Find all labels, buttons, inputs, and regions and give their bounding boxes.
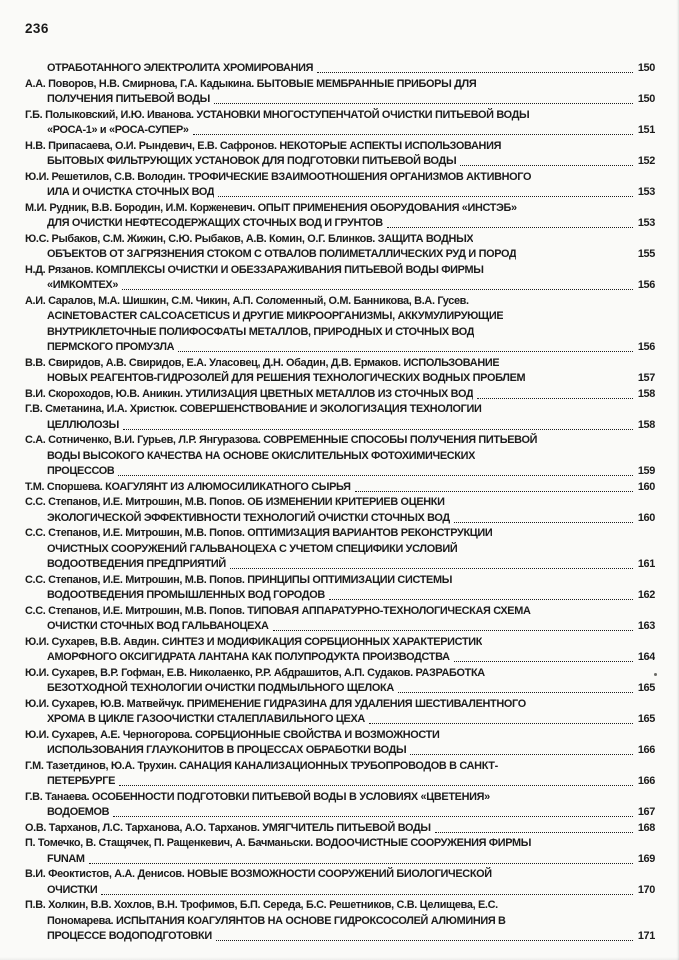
dot-leader [123,429,633,430]
toc-line [25,774,655,790]
page-ref: 152 [637,155,655,167]
toc-line [25,805,655,821]
scan-speck [654,673,657,676]
toc-line [25,263,655,279]
dot-leader [317,72,633,73]
toc-line-text: «РОСА-1» и «РОСА-СУПЕР» [47,124,189,136]
table-of-contents [25,61,655,945]
toc-line [25,433,655,449]
toc-line-text: Ю.С. Рыбаков, С.М. Жижин, С.Ю. Рыбаков, А.В. Комин, О.Г. Блинков. ЗАЩИТА ВОДНЫХ [25,232,474,245]
toc-line [25,356,655,372]
toc-line [25,511,655,527]
page-ref: 156 [637,341,655,353]
toc-line [25,604,655,620]
dot-leader [355,491,633,492]
page-ref: 166 [637,775,655,787]
toc-line [25,635,655,651]
dot-leader [398,692,633,693]
toc-line [25,325,655,341]
toc-line [25,712,655,728]
toc-line-text: ACINETOBACTER CALCOACETICUS И ДРУГИЕ МИКРООРГАНИЗМЫ, АККУМУЛИРУЮЩИЕ [47,310,504,322]
toc-line-text: ПЕТЕРБУРГЕ [47,775,116,787]
toc-line [25,573,655,589]
dot-leader [387,227,633,228]
toc-line-text: БЕЗОТХОДНОЙ ТЕХНОЛОГИИ ОЧИСТКИ ПОДМЫЛЬНОГО ЩЕЛОКА [47,682,394,694]
toc-line [25,542,655,558]
dot-leader [230,568,633,569]
toc-line [25,759,655,775]
toc-line [25,216,655,232]
toc-line [25,697,655,713]
toc-line-text: Т.М. Споршева. КОАГУЛЯНТ ИЗ АЛЮМОСИЛИКАТНОГО СЫРЬЯ [25,480,351,493]
dot-leader [477,398,632,399]
toc-line-text: О.В. Тарханов, Л.С. Тарханова, А.О. Тарханов. УМЯГЧИТЕЛЬ ПИТЬЕВОЙ ВОДЫ [25,821,431,834]
toc-line-text: Г.М. Тазетдинов, Ю.А. Трухин. САНАЦИЯ КАНАЛИЗАЦИОННЫХ ТРУБОПРОВОДОВ В САНКТ- [25,759,498,772]
toc-line [25,790,655,806]
toc-line-text: Пономарева. ИСПЫТАНИЯ КОАГУЛЯНТОВ НА ОСНОВЕ ГИДРОКСОСОЛЕЙ АЛЮМИНИЯ В [47,914,506,927]
page-ref: 165 [637,682,655,694]
toc-line-text: ВОДООТВЕДЕНИЯ ПРЕДПРИЯТИЙ [47,558,226,570]
toc-line-text: ЦЕЛЛЮЛОЗЫ [47,418,119,431]
dot-leader [454,522,633,523]
toc-line [25,418,655,434]
toc-line-text: ПОЛУЧЕНИЯ ПИТЬЕВОЙ ВОДЫ [47,93,210,105]
toc-line-text: ХРОМА В ЦИКЛЕ ГАЗООЧИСТКИ СТАЛЕПЛАВИЛЬНОГО ЦЕХА [47,713,365,725]
toc-line [25,836,655,852]
dot-leader [89,863,633,864]
toc-line [25,867,655,883]
toc-line [25,495,655,511]
toc-line-text: ВОДОЕМОВ [47,806,110,818]
toc-line [25,309,655,325]
toc-line-text: ОЧИСТКИ [47,883,98,896]
toc-line [25,914,655,930]
toc-line [25,402,655,418]
toc-line [25,185,655,201]
toc-line-text: М.И. Рудник, В.В. Бородин, И.М. Корженевич. ОПЫТ ПРИМЕНЕНИЯ ОБОРУДОВАНИЯ «ИНСТЭБ» [25,201,517,214]
toc-line [25,526,655,542]
page-ref: 150 [637,62,655,74]
toc-line [25,852,655,868]
toc-line [25,464,655,480]
toc-line [25,139,655,155]
toc-line-text: А.А. Поворов, Н.В. Смирнова, Г.А. Кадыкина. БЫТОВЫЕ МЕМБРАННЫЕ ПРИБОРЫ ДЛЯ [25,77,477,90]
toc-line-text: ОТРАБОТАННОГО ЭЛЕКТРОЛИТА ХРОМИРОВАНИЯ [47,62,314,74]
toc-line-text: ИЛА И ОЧИСТКА СТОЧНЫХ ВОД [47,186,215,198]
page-ref: 158 [637,418,655,431]
toc-line [25,92,655,108]
page-ref: 160 [637,511,655,524]
page-ref: 155 [637,248,655,260]
toc-line [25,61,655,77]
toc-line [25,480,655,496]
page-number: 236 [25,21,49,36]
dot-leader [369,723,633,724]
toc-line-text: ПРОЦЕССЕ ВОДОПОДГОТОВКИ [47,930,212,942]
toc-line-text: Н.В. Припасаева, О.И. Рындевич, Е.В. Сафронов. НЕКОТОРЫЕ АСПЕКТЫ ИСПОЛЬЗОВАНИЯ [25,139,502,152]
dot-leader [218,196,633,197]
toc-line-text: Ю.И. Сухарев, В.Р. Гофман, Е.В. Николаенко, Р.Р. Абдрашитов, А.П. Судаков. РАЗРАБОТКА [25,666,485,679]
toc-line-text: ВОДЫ ВЫСОКОГО КАЧЕСТВА НА ОСНОВЕ ОКИСЛИТЕЛЬНЫХ ФОТОХИМИЧЕСКИХ [47,449,476,462]
toc-line [25,929,655,945]
toc-line [25,619,655,635]
toc-line-text: Г.В. Танаева. ОСОБЕННОСТИ ПОДГОТОВКИ ПИТЬЕВОЙ ВОДЫ В УСЛОВИЯХ «ЦВЕТЕНИЯ» [25,790,490,803]
toc-line [25,232,655,248]
toc-line-text: Н.Д. Рязанов. КОМПЛЕКСЫ ОЧИСТКИ И ОБЕЗЗАРАЖИВАНИЯ ПИТЬЕВОЙ ВОДЫ ФИРМЫ [25,263,484,276]
dot-leader [216,940,633,941]
toc-line-text: В.И. Скороходов, Ю.В. Аникин. УТИЛИЗАЦИЯ ЦВЕТНЫХ МЕТАЛЛОВ ИЗ СТОЧНЫХ ВОД [25,387,474,400]
page-ref: 161 [637,558,655,570]
toc-line [25,371,655,387]
dot-leader [273,630,633,631]
page-ref: 153 [637,186,655,198]
toc-line-text: FUNAM [47,852,85,865]
toc-line-text: ПРОЦЕССОВ [47,465,115,477]
toc-line-text: В.И. Феоктистов, А.А. Денисов. НОВЫЕ ВОЗМОЖНОСТИ СООРУЖЕНИЙ БИОЛОГИЧЕСКОЙ [25,868,492,880]
toc-line-text: ЭКОЛОГИЧЕСКОЙ ЭФФЕКТИВНОСТИ ТЕХНОЛОГИЙ ОЧИСТКИ СТОЧНЫХ ВОД [47,511,450,524]
page-ref: 164 [637,651,655,663]
toc-line-text: Г.Б. Полыковский, И.Ю. Иванова. УСТАНОВКИ МНОГОСТУПЕНЧАТОЙ ОЧИСТКИ ПИТЬЕВОЙ ВОДЫ [25,108,530,121]
toc-line-text: ОЧИСТНЫХ СООРУЖЕНИЙ ГАЛЬВАНОЦЕХА С УЧЕТОМ СПЕЦИФИКИ УСЛОВИЙ [47,542,458,555]
toc-line [25,728,655,744]
toc-line-text: ВНУТРИКЛЕТОЧНЫЕ ПОЛИФОСФАТЫ МЕТАЛЛОВ, ПРИРОДНЫХ И СТОЧНЫХ ВОД [47,325,475,338]
dot-leader [460,165,632,166]
page-ref: 160 [637,480,655,493]
toc-line-text: Ю.И. Сухарев, В.В. Авдин. СИНТЕЗ И МОДИФИКАЦИЯ СОРБЦИОННЫХ ХАРАКТЕРИСТИК [25,635,483,648]
toc-line [25,294,655,310]
toc-line [25,154,655,170]
dot-leader [454,661,633,662]
page-ref: 170 [637,883,655,896]
dot-leader [119,785,633,786]
toc-line-text: АМОРФНОГО ОКСИГИДРАТА ЛАНТАНА КАК ПОЛУПРОДУКТА ПРОИЗВОДСТВА [47,651,450,663]
dot-leader [122,289,633,290]
page-ref: 166 [637,744,655,756]
page-ref: 150 [637,93,655,105]
page-ref: 157 [637,372,655,384]
page-ref: 153 [637,217,655,229]
toc-line-text: Ю.И. Сухарев, А.Е. Черногорова. СОРБЦИОННЫЕ СВОЙСТВА И ВОЗМОЖНОСТИ [25,728,440,741]
toc-line-text: Ю.И. Сухарев, Ю.В. Матвейчук. ПРИМЕНЕНИЕ ГИДРАЗИНА ДЛЯ УДАЛЕНИЯ ШЕСТИВАЛЕНТНОГО [25,697,526,710]
dot-leader [118,475,632,476]
toc-line [25,108,655,124]
page-ref: 167 [637,806,655,818]
toc-line-text: ВОДООТВЕДЕНИЯ ПРОМЫШЛЕННЫХ ВОД ГОРОДОВ [47,589,325,601]
toc-line [25,821,655,837]
toc-line-text: Г.В. Сметанина, И.А. Христюк. СОВЕРШЕНСТВОВАНИЕ И ЭКОЛОГИЗАЦИЯ ТЕХНОЛОГИИ [25,403,482,415]
toc-line-text: БЫТОВЫХ ФИЛЬТРУЮЩИХ УСТАНОВОК ДЛЯ ПОДГОТОВКИ ПИТЬЕВОЙ ВОДЫ [47,155,457,167]
toc-line-text: А.И. Саралов, М.А. Шишкин, С.М. Чикин, А.П. Соломенный, О.М. Банникова, В.А. Гусев. [25,294,469,307]
page-ref: 171 [637,930,655,942]
toc-line-text: НОВЫХ РЕАГЕНТОВ-ГИДРОЗОЛЕЙ ДЛЯ РЕШЕНИЯ ТЕХНОЛОГИЧЕСКИХ ВОДНЫХ ПРОБЛЕМ [47,372,526,384]
page-ref: 165 [637,713,655,725]
dot-leader [214,103,633,104]
dot-leader [410,754,632,755]
toc-line-text: С.С. Степанов, И.Е. Митрошин, М.В. Попов. ТИПОВАЯ АППАРАТУРНО-ТЕХНОЛОГИЧЕСКАЯ СХЕМА [25,604,531,617]
toc-line-text: П.В. Холкин, В.В. Хохлов, В.Н. Трофимов, Б.П. Середа, Б.С. Решетников, С.В. Целищева, Е.С. [25,899,498,911]
toc-line [25,681,655,697]
dot-leader [101,894,632,895]
page-ref: 168 [637,821,655,834]
toc-line-text: ИСПОЛЬЗОВАНИЯ ГЛАУКОНИТОВ В ПРОЦЕССАХ ОБРАБОТКИ ВОДЫ [47,744,407,756]
page-ref: 151 [637,124,655,136]
toc-line [25,898,655,914]
page-ref: 162 [637,589,655,601]
page-ref: 156 [637,279,655,291]
toc-line [25,278,655,294]
toc-line [25,340,655,356]
toc-line [25,588,655,604]
toc-line [25,170,655,186]
toc-line-text: В.В. Свиридов, А.В. Свиридов, Е.А. Уласовец, Д.Н. Обадин, Д.В. Ермаков. ИСПОЛЬЗОВАНИЕ [25,356,500,369]
toc-line-text: С.А. Сотниченко, В.И. Гурьев, Л.Р. Янгуразова. СОВРЕМЕННЫЕ СПОСОБЫ ПОЛУЧЕНИЯ ПИТЬЕВОЙ [25,434,538,446]
toc-line-text: ОЧИСТКИ СТОЧНЫХ ВОД ГАЛЬВАНОЦЕХА [47,620,269,632]
toc-line-text: ПЕРМСКОГО ПРОМУЗЛА [47,341,175,353]
toc-line [25,123,655,139]
toc-line [25,201,655,217]
dot-leader [329,599,633,600]
toc-line [25,557,655,573]
toc-line [25,666,655,682]
toc-line [25,883,655,899]
dot-leader [435,832,633,833]
toc-line-text: ДЛЯ ОЧИСТКИ НЕФТЕСОДЕРЖАЩИХ СТОЧНЫХ ВОД И ГРУНТОВ [47,217,383,229]
page-ref: 158 [637,387,655,400]
toc-line-text: «ИМКОМТЕХ» [47,279,119,291]
page-ref: 169 [637,852,655,865]
toc-line-text: С.С. Степанов, И.Е. Митрошин, М.В. Попов. ОБ ИЗМЕНЕНИИ КРИТЕРИЕВ ОЦЕНКИ [25,496,445,508]
page-ref: 163 [637,620,655,632]
toc-line-text: Ю.И. Решетилов, С.В. Володин. ТРОФИЧЕСКИЕ ВЗАИМООТНОШЕНИЯ ОРГАНИЗМОВ АКТИВНОГО [25,170,532,183]
toc-line-text: П. Томечко, В. Стащячек, П. Ращенкевич, А. Бачманьски. ВОДООЧИСТНЫЕ СООРУЖЕНИЯ ФИРМЫ [25,837,532,849]
toc-line-text: С.С. Степанов, И.Е. Митрошин, М.В. Попов. ОПТИМИЗАЦИЯ ВАРИАНТОВ РЕКОНСТРУКЦИИ [25,527,493,539]
toc-line-text: С.С. Степанов, И.Е. Митрошин, М.В. Попов. ПРИНЦИПЫ ОПТИМИЗАЦИИ СИСТЕМЫ [25,573,453,586]
toc-line [25,449,655,465]
toc-line [25,247,655,263]
toc-line [25,387,655,403]
toc-line [25,650,655,666]
toc-line-text: ОБЪЕКТОВ ОТ ЗАГРЯЗНЕНИЯ СТОКОМ С ОТВАЛОВ ПОЛИМЕТАЛЛИЧЕСКИХ РУД И ПОРОД [47,248,517,260]
toc-line [25,743,655,759]
page-ref: 159 [637,465,655,477]
toc-line [25,77,655,93]
dot-leader [113,816,633,817]
dot-leader [193,134,633,135]
dot-leader [178,351,633,352]
